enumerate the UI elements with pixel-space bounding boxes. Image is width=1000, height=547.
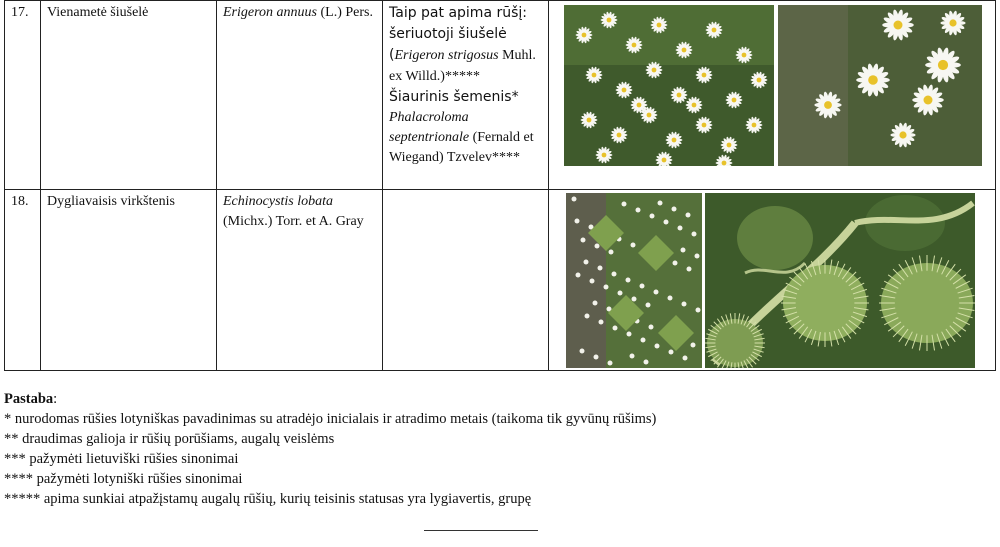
footnote-item: * nurodomas rūšies lotyniškas pavadinimas su atradėjo inicialais ir atradimo metais (taikoma tik gyvūnų rūšims) <box>4 411 657 427</box>
photo-cell <box>549 1 996 190</box>
row-number: 18. <box>5 190 41 371</box>
note-text: Šiaurinis šemenis* <box>389 89 519 105</box>
lithuanian-name: Vienametė šiušelė <box>41 1 217 190</box>
lithuanian-name: Dygliavaisis virkštenis <box>41 190 217 371</box>
footnote-divider <box>424 530 538 531</box>
footnotes-heading <box>4 389 656 409</box>
species-table <box>4 0 996 371</box>
footnotes <box>4 389 656 509</box>
note-text: Muhl. ex Willd.)***** <box>389 48 536 84</box>
vine-flowers-photo <box>566 193 702 368</box>
synonyms-note <box>383 1 549 190</box>
latin-name-author: (L.) Pers. <box>316 5 373 20</box>
footnote-item: *** pažymėti lietuviški rūšies sinonimai <box>4 451 239 467</box>
synonyms-note <box>383 190 549 371</box>
table-row <box>5 190 996 371</box>
latin-name-italic: Erigeron annuus <box>223 5 317 20</box>
latin-name-author: (Michx.) Torr. et A. Gray <box>223 214 364 229</box>
footnote-item: ** draudimas galioja ir rūšių porūšiams, augalų veislėms <box>4 431 335 447</box>
flower-closeup-photo <box>778 5 982 166</box>
note-text-italic: Erigeron strigosus <box>394 48 499 63</box>
note-text: (Fernald et Wiegand) Tzvelev**** <box>389 130 534 165</box>
spiny-fruit-photo <box>705 193 975 368</box>
footnotes-title: Pastaba <box>4 391 54 407</box>
latin-name <box>217 1 383 190</box>
footnote-item: ***** apima sunkiai atpažįstamų augalų rūšių, kurių teisinis statusas yra lygiavertis, grupę <box>4 491 532 507</box>
photo-cell <box>549 190 996 371</box>
note-text: Taip pat apima rūšį: šeriuotoji šiušelė ( <box>389 5 527 63</box>
footnote-item: **** pažymėti lotyniški rūšies sinonimai <box>4 471 243 487</box>
note-text-italic: Phalacroloma septentrionale <box>389 110 470 145</box>
latin-name-italic: Echinocystis lobata <box>223 194 334 209</box>
footnotes-colon: : <box>53 391 58 407</box>
table-row <box>5 1 996 190</box>
flower-field-photo <box>564 5 774 166</box>
row-number: 17. <box>5 1 41 190</box>
latin-name <box>217 190 383 371</box>
